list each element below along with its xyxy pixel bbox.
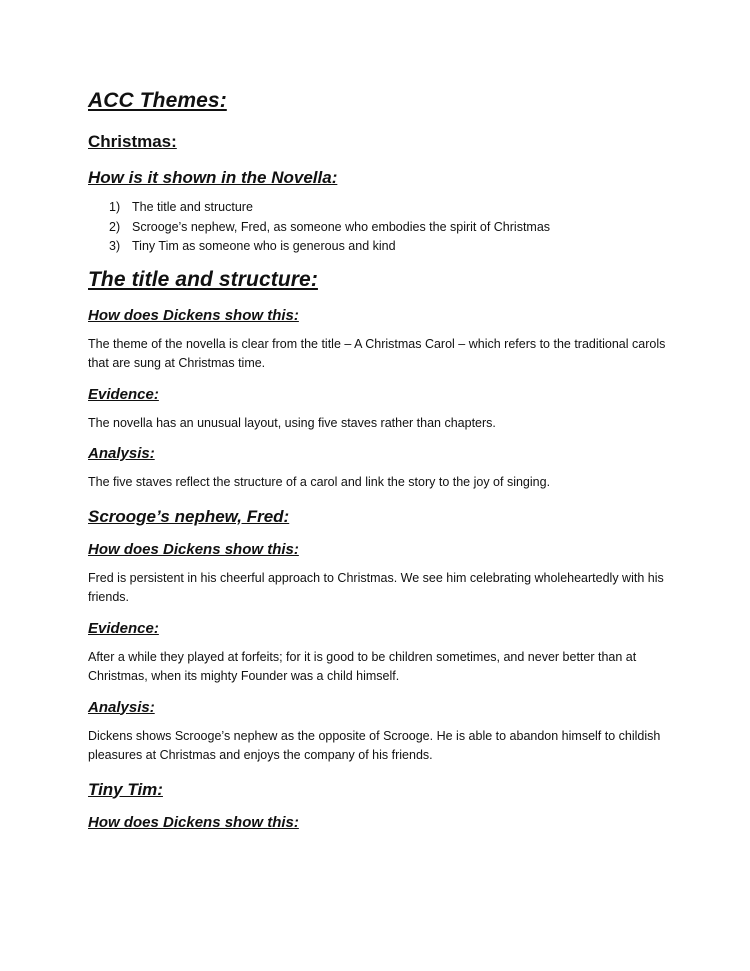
evidence-heading: Evidence:	[88, 619, 159, 637]
list-item	[88, 198, 678, 218]
shown-heading: How is it shown in the Novella:	[88, 168, 338, 187]
list-item	[88, 237, 678, 257]
theme-heading: Christmas:	[88, 132, 177, 151]
evidence-text: The novella has an unusual layout, using five staves rather than chapters.	[88, 415, 496, 430]
list-item-number: 2)	[109, 219, 121, 234]
show-heading: How does Dickens show this:	[88, 306, 299, 324]
evidence-heading: Evidence:	[88, 385, 159, 403]
list-item-text: Tiny Tim as someone who is generous and kind	[132, 239, 396, 253]
show-heading: How does Dickens show this:	[88, 813, 299, 831]
show-text: The theme of the novella is clear from the title – A Christmas Carol – which refers to the traditional carols that are sung at Christmas time.	[88, 336, 666, 370]
analysis-heading: Analysis:	[88, 698, 155, 716]
section-heading-fred: Scrooge’s nephew, Fred:	[88, 506, 290, 526]
show-text: Fred is persistent in his cheerful approach to Christmas. We see him celebrating wholeheartedly with his friends.	[88, 570, 664, 604]
page-title: ACC Themes:	[88, 89, 227, 112]
evidence-text: After a while they played at forfeits; for it is good to be children sometimes, and never better than at Christmas, when its mighty Founder was a child himself.	[88, 649, 637, 683]
show-heading: How does Dickens show this:	[88, 540, 299, 558]
section-heading-title-structure: The title and structure:	[88, 267, 318, 291]
list-item-number: 3)	[109, 239, 121, 253]
list-item-text: The title and structure	[132, 200, 253, 214]
document-content	[88, 86, 678, 834]
analysis-text: The five staves reflect the structure of a carol and link the story to the joy of singing.	[88, 475, 551, 489]
list-item-number: 1)	[109, 200, 121, 214]
analysis-text: Dickens shows Scrooge’s nephew as the opposite of Scrooge. He is able to abandon himself to childish pleasures at Christmas and enjoys the company of his friends.	[88, 728, 661, 762]
analysis-heading: Analysis:	[88, 445, 155, 462]
list-item	[88, 218, 678, 238]
section-heading-tiny-tim: Tiny Tim:	[88, 779, 163, 799]
list-item-text: Scrooge’s nephew, Fred, as someone who embodies the spirit of Christmas	[132, 219, 551, 234]
shown-list	[88, 198, 678, 257]
